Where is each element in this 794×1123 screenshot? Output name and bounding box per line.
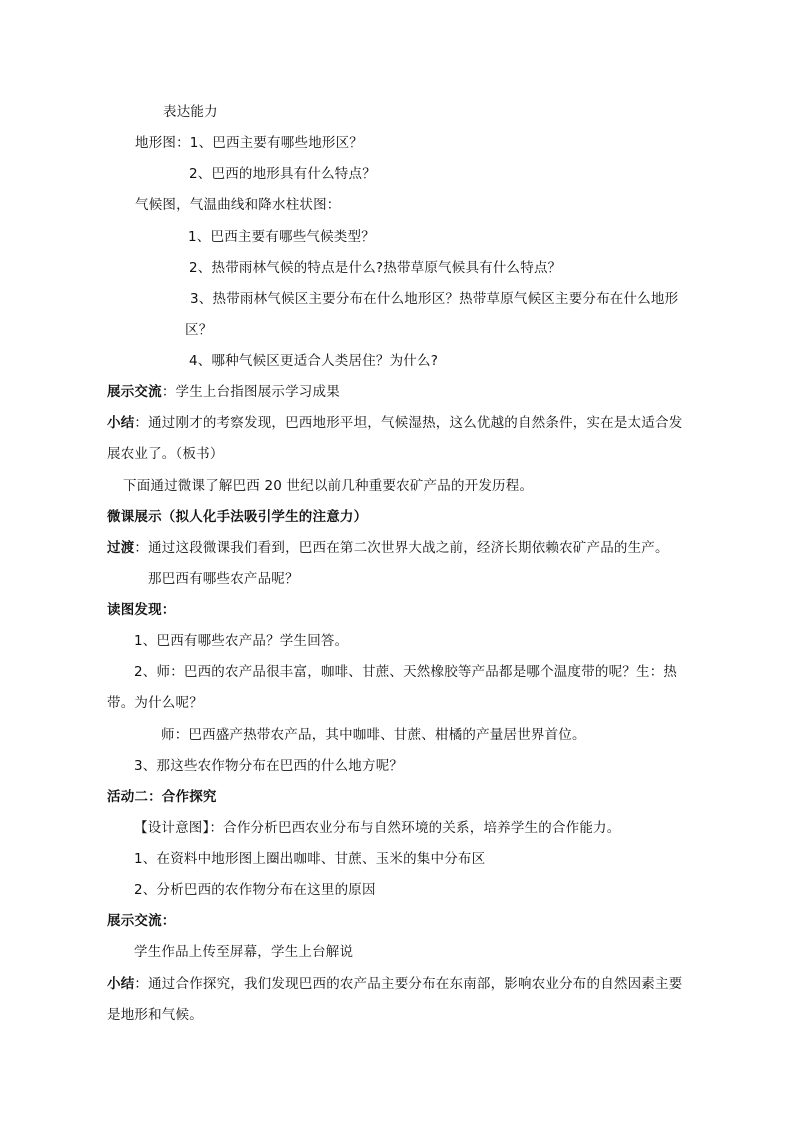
section-text: ：学生上台指图展示学习成果 <box>161 384 340 400</box>
section-label: 展示交流 <box>107 384 162 400</box>
text-line: 1、在资料中地形图上圈出咖啡、甘蔗、玉米的集中分布区 <box>134 851 486 867</box>
section-label: 过渡 <box>107 540 135 556</box>
text-line: 2、巴西的地形具有什么特点？ <box>189 166 376 182</box>
text-line: 那巴西有哪些农产品呢？ <box>148 571 299 587</box>
text-line: 1、巴西主要有哪些气候类型？ <box>188 229 375 245</box>
text-line: 带。为什么呢？ <box>107 695 203 711</box>
text-line <box>107 538 669 558</box>
section-label: 小结 <box>107 976 135 992</box>
section-text: ：通过合作探究，我们发现巴西的农产品主要分布在东南部，影响农业分布的自然因素主要 <box>134 976 683 992</box>
text-line: 区？ <box>185 322 213 338</box>
text-line <box>107 413 682 433</box>
section-heading: 展示交流： <box>107 913 176 929</box>
text-line <box>107 974 682 994</box>
text-line: 学生作品上传至屏幕，学生上台解说 <box>134 944 354 960</box>
section-text: ：通过这段微课我们看到，巴西在第二次世界大战之前，经济长期依赖农矿产品的生产。 <box>134 540 669 556</box>
text-line: 师：巴西盛产热带农产品，其中咖啡、甘蔗、柑橘的产量居世界首位。 <box>161 727 586 743</box>
text-line: 表达能力 <box>163 104 218 120</box>
text-line: 3、热带雨林气候区主要分布在什么地形区？热带草原气候区主要分布在什么地形 <box>190 291 679 307</box>
section-heading: 微课展示（拟人化手法吸引学生的注意力） <box>107 509 368 525</box>
text-line: 3、那这些农作物分布在巴西的什么地方呢？ <box>134 758 404 774</box>
section-heading: 读图发现： <box>107 602 176 618</box>
text-line: 展农业了。（板书） <box>107 446 224 462</box>
section-label: 小结 <box>107 415 135 431</box>
text-line: 2、师：巴西的农产品很丰富，咖啡、甘蔗、天然橡胶等产品都是哪个温度带的呢？生：热 <box>134 664 678 680</box>
text-line: 地形图：1、巴西主要有哪些地形区？ <box>135 135 363 151</box>
text-line: 气候图，气温曲线和降水柱状图： <box>135 197 341 213</box>
text-line: 下面通过微课了解巴西 20 世纪以前几种重要农矿产品的开发历程。 <box>123 478 534 494</box>
text-line: 2、热带雨林气候的特点是什么?热带草原气候具有什么特点？ <box>189 260 562 276</box>
section-text: ：通过刚才的考察发现，巴西地形平坦，气候湿热，这么优越的自然条件，实在是太适合发 <box>134 415 683 431</box>
text-line: 1、巴西有哪些农产品？学生回答。 <box>134 633 349 649</box>
section-heading: 活动二：合作探究 <box>107 789 217 805</box>
text-line <box>107 382 340 402</box>
text-line: 是地形和气候。 <box>107 1007 203 1023</box>
text-line: 【设计意图】：合作分析巴西农业分布与自然环境的关系，培养学生的合作能力。 <box>134 820 621 836</box>
text-line: 2、分析巴西的农作物分布在这里的原因 <box>134 882 376 898</box>
text-line: 4、哪种气候区更适合人类居住？为什么? <box>189 353 439 369</box>
